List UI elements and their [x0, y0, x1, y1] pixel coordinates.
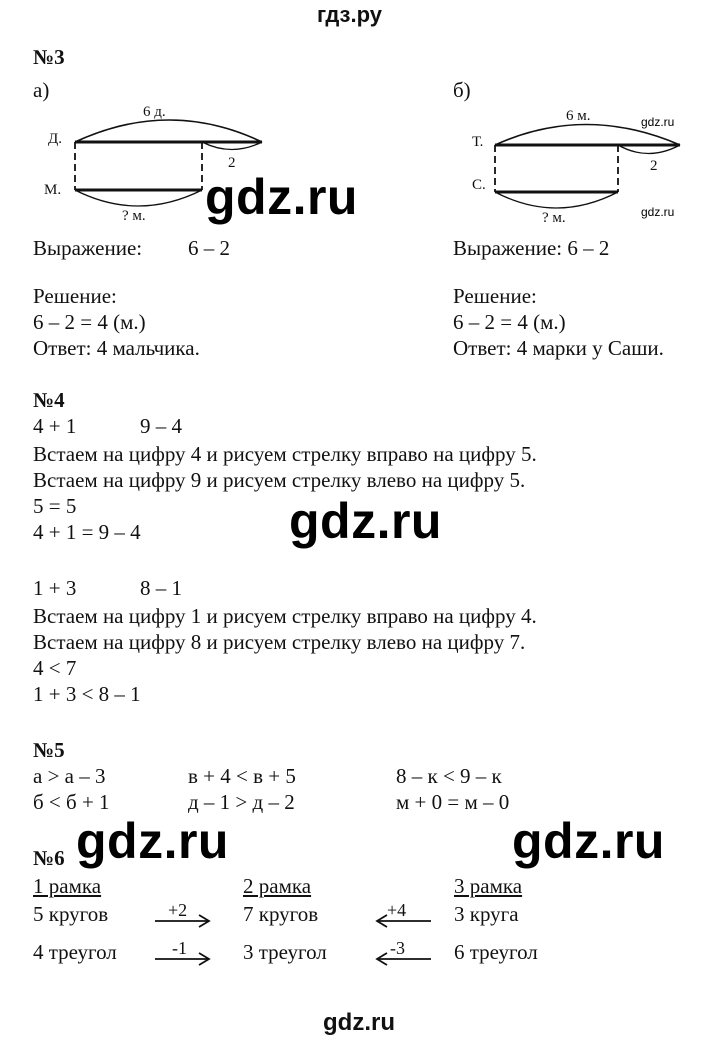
task4-part1-line: 5 = 5 — [33, 494, 77, 518]
task5-cell: м + 0 = м – 0 — [396, 790, 510, 814]
arrow-right-icon — [155, 952, 215, 966]
watermark: gdz.ru — [76, 813, 229, 869]
watermark-small: gdz.ru — [641, 205, 675, 219]
task3-number: №3 — [33, 45, 65, 69]
site-footer: gdz.ru — [323, 1009, 395, 1036]
task4-number: №4 — [33, 388, 65, 412]
task6-op-label: +4 — [387, 900, 407, 920]
task3-b-diff-label: 2 — [650, 158, 658, 174]
task3-a-expression-label: Выражение: — [33, 236, 143, 260]
arrow-right-icon — [155, 914, 215, 928]
task3-a-solution-label: Решение: — [33, 284, 117, 308]
watermark: gdz.ru — [289, 493, 442, 549]
watermark-small: gdz.ru — [641, 115, 675, 129]
task4-part2-line: 1 + 3 < 8 – 1 — [33, 682, 141, 706]
task3-a-solution: 6 – 2 = 4 (м.) — [33, 310, 146, 334]
task6-number: №6 — [33, 846, 65, 870]
task3-b-solution-label: Решение: — [453, 284, 537, 308]
task6-op-label: -3 — [390, 938, 405, 958]
task3-b-bottom-label: ? м. — [542, 210, 566, 226]
task6-op-label: -1 — [172, 938, 187, 958]
task6-cell: 3 треугол — [243, 940, 327, 964]
task6-op-label: +2 — [168, 900, 188, 920]
task3-b-answer: Ответ: 4 марки у Саши. — [453, 336, 664, 360]
task6-cell: 7 кругов — [243, 902, 319, 926]
task6-cell: 3 круга — [454, 902, 519, 926]
task4-part1-left: 4 + 1 — [33, 414, 77, 438]
task3-a-top-label: 6 д. — [143, 104, 166, 120]
task3-a-expression: 6 – 2 — [188, 236, 230, 260]
task4-part2-left: 1 + 3 — [33, 576, 77, 600]
task6-cell: 4 треугол — [33, 940, 117, 964]
task4-part1-right: 9 – 4 — [140, 414, 182, 438]
task3-b-row1-label: Т. — [472, 134, 484, 150]
task4-part2-line: Встаем на цифру 1 и рисуем стрелку вправо на цифру 4. — [33, 604, 537, 628]
task6-header: 3 рамка — [454, 874, 523, 898]
task3-b-top-label: 6 м. — [566, 108, 591, 124]
task3-a-row1-label: Д. — [48, 131, 62, 147]
task3-a-diff-label: 2 — [228, 155, 236, 171]
task3-a-answer: Ответ: 4 мальчика. — [33, 336, 200, 360]
task5-cell: в + 4 < в + 5 — [188, 764, 296, 788]
task3-a-bottom-label: ? м. — [122, 208, 146, 224]
task4-part2-line: Встаем на цифру 8 и рисуем стрелку влево на цифру 7. — [33, 630, 526, 654]
task4-part1-line: Встаем на цифру 9 и рисуем стрелку влево на цифру 5. — [33, 468, 526, 492]
task3-b-letter: б) — [453, 78, 471, 102]
site-header: гдз.ру — [317, 2, 382, 27]
task4-part2-right: 8 – 1 — [140, 576, 182, 600]
task4-part2-line: 4 < 7 — [33, 656, 77, 680]
task5-cell: а > а – 3 — [33, 764, 106, 788]
task4-part1-line: Встаем на цифру 4 и рисуем стрелку вправо на цифру 5. — [33, 442, 537, 466]
task5-number: №5 — [33, 738, 65, 762]
arrow-left-icon — [375, 914, 435, 928]
watermark: gdz.ru — [205, 169, 358, 225]
task3-a-row2-label: М. — [44, 182, 62, 198]
task5-cell: д – 1 > д – 2 — [188, 790, 295, 814]
task3-a-letter: а) — [33, 78, 50, 102]
task6-header: 2 рамка — [243, 874, 312, 898]
task6-cell: 5 кругов — [33, 902, 109, 926]
task4-part1-line: 4 + 1 = 9 – 4 — [33, 520, 141, 544]
task3-b-solution: 6 – 2 = 4 (м.) — [453, 310, 566, 334]
task5-cell: б < б + 1 — [33, 790, 110, 814]
task3-b-expression: Выражение: 6 – 2 — [453, 236, 610, 260]
task3-b-row2-label: С. — [472, 177, 486, 193]
arrow-left-icon — [375, 952, 435, 966]
task5-cell: 8 – к < 9 – к — [396, 764, 502, 788]
watermark: gdz.ru — [512, 813, 665, 869]
task6-header: 1 рамка — [33, 874, 102, 898]
task6-cell: 6 треугол — [454, 940, 538, 964]
